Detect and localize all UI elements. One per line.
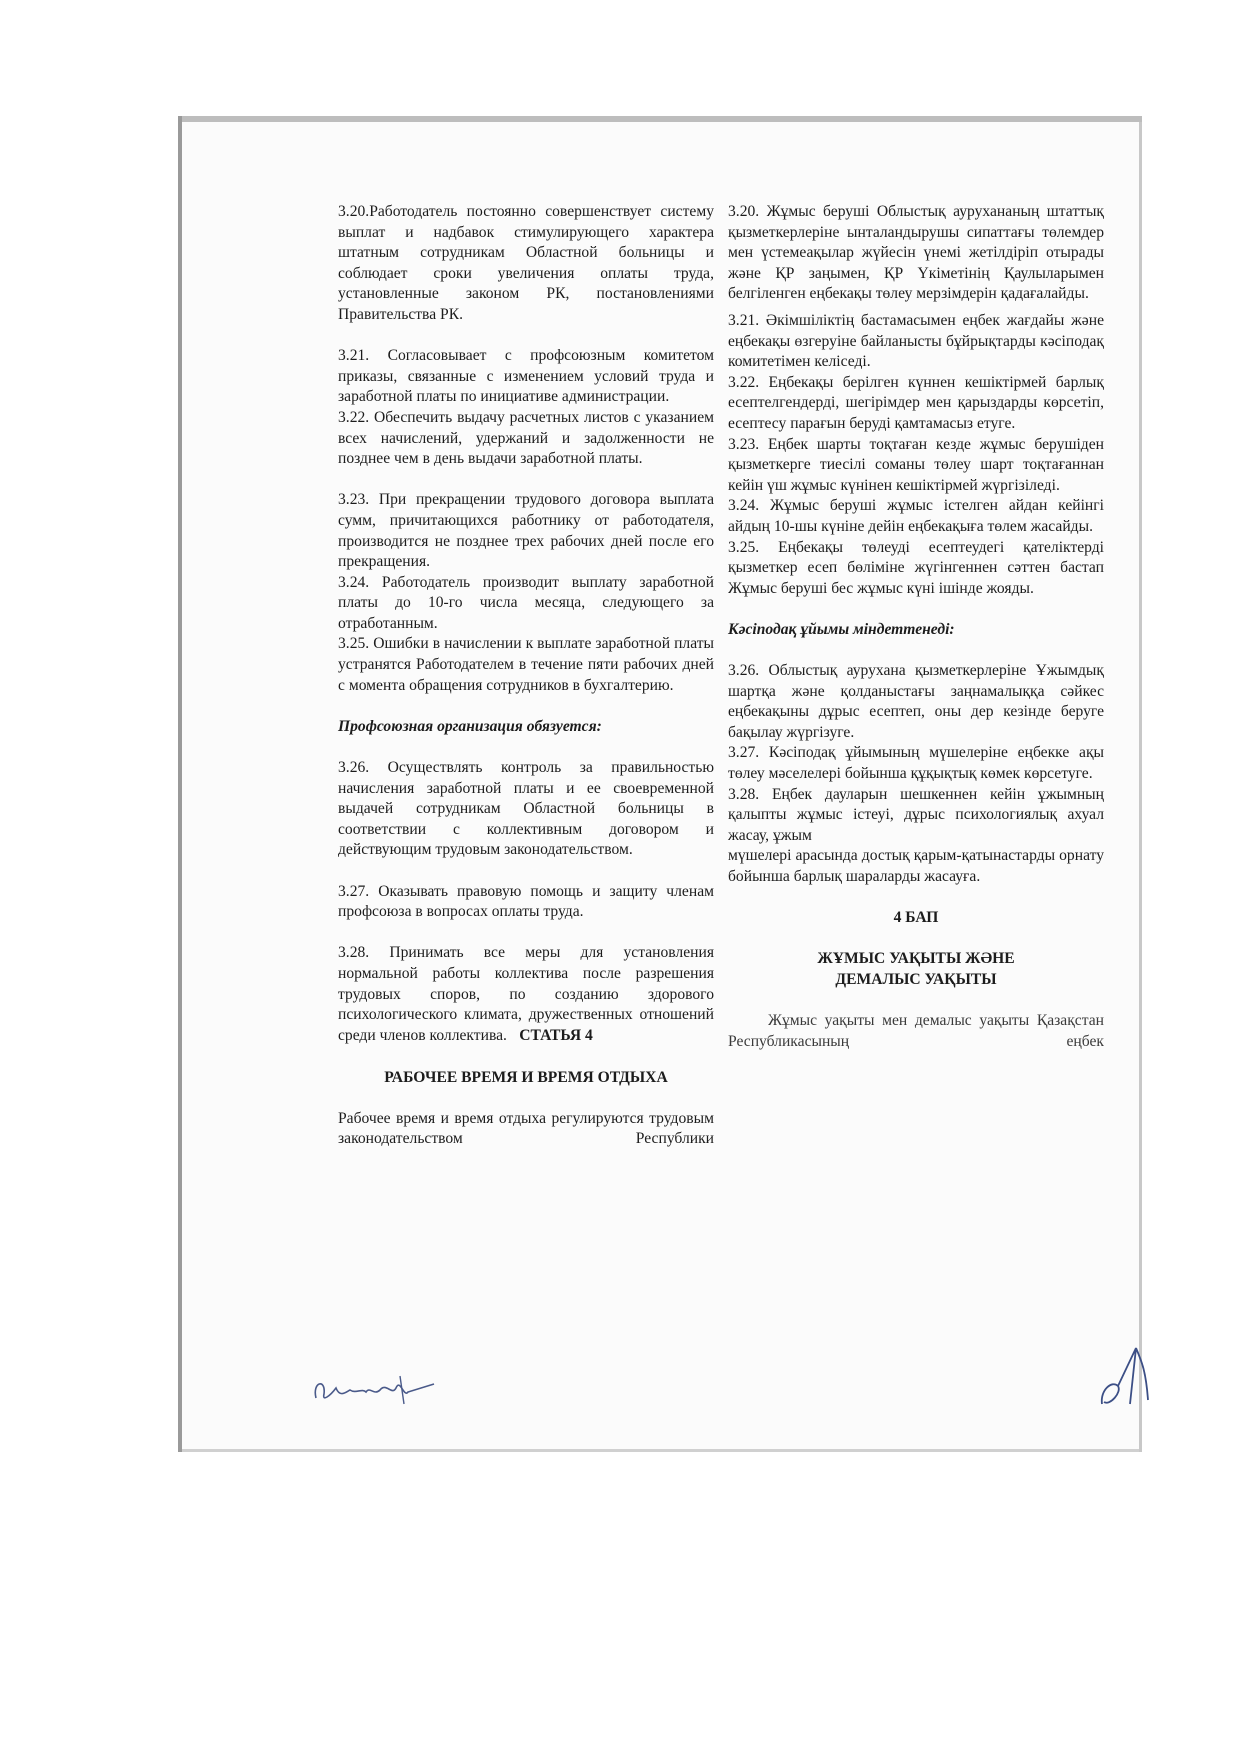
clause-3-28-kz-part2: мүшелері арасында достық қарым-қатынастарды орнату бойынша барлық шараларды жасауға.	[728, 847, 1104, 885]
article-number-kz: 4 БАП	[893, 909, 939, 927]
clause-3-25-kz: 3.25. Еңбекақы төлеуді есептеудегі қателіктерді қызметкер есеп бөліміне жүгінгеннен сәттен бастап Жұмыс беруші бес жұмыс күні ішінде жояды.	[728, 538, 1104, 597]
clause-3-28-kz-part1: 3.28. Еңбек дауларын шешкеннен кейін ұжымның қалыпты жұмыс істеуі, дұрыс психологиялық ахуал жасау, ұжым	[728, 785, 1104, 844]
left-column	[338, 202, 714, 1150]
article-title-ru: РАБОЧЕЕ ВРЕМЯ И ВРЕМЯ ОТДЫХА	[384, 1068, 668, 1086]
clause-3-20-ru: 3.20.Работодатель постоянно совершенствует систему выплат и надбавок стимулирующего характера штатным сотрудникам Областной больницы и соблюдает сроки увеличения оплаты труда, установленные законом РК, постановлениями Правительства РК.	[338, 203, 714, 323]
clause-3-23-ru: 3.23. При прекращении трудового договора выплата сумм, причитающихся работнику от работодателя, производится не позднее трех рабочих дней после его прекращения.	[338, 491, 714, 571]
clause-3-22-ru: 3.22. Обеспечить выдачу расчетных листов с указанием всех начислений, удержаний и задолженности не позднее чем в день выдачи заработной платы.	[338, 408, 714, 468]
clause-3-27-kz: 3.27. Кәсіподақ ұйымының мүшелеріне еңбекке ақы төлеу мәселелері бойынша құқықтық көмек көрсетуге.	[728, 744, 1104, 783]
signature-left	[308, 1368, 438, 1408]
clause-3-26-ru: 3.26. Осуществлять контроль за правильностью начисления заработной платы и ее своевременной выдачей сотрудникам Областной больницы в соответствии с коллективным договором и действующим трудовым законодательством.	[338, 759, 714, 859]
clause-3-20-kz: 3.20. Жұмыс беруші Облыстық аурухананың штаттық қызметкерлеріне ынталандырушы сипаттағы төлемдер мен үстемеақылар жүйесін үнемі жетілдіріп отырады және ҚР заңымен, ҚР Үкіметінің Қаулыларымен белгіленген еңбекақы төлеу мерзімдерін қадағалайды.	[728, 203, 1104, 303]
clause-3-26-kz: 3.26. Облыстық аурухана қызметкерлеріне Ұжымдық шартқа және қолданыстағы заңнамалыққа сәйкес еңбекақыны дұрыс есептеп, оны дер кезінде беруге бақылау жүргізуге.	[728, 662, 1104, 741]
clause-3-24-kz: 3.24. Жұмыс беруші жұмыс істелген айдан кейінгі айдың 10-шы күніне дейін еңбекақыға төлем жасайды.	[728, 497, 1104, 535]
clause-3-24-ru: 3.24. Работодатель производит выплату заработной платы до 10-го числа месяца, следующего за отработанным.	[338, 573, 714, 632]
clause-3-21-kz: 3.21. Әкімшіліктің бастамасымен еңбек жағдайы және еңбекақы өзгеруіне байланысты бұйрықтарды кәсіподақ комитетімен келіседі.	[728, 311, 1104, 371]
article-title-kz: ЖҰМЫС УАҚЫТЫ ЖӘНЕ ДЕМАЛЫС УАҚЫТЫ	[817, 950, 1015, 988]
clause-3-22-kz: 3.22. Еңбекақы берілген күннен кешіктірмей барлық есептелгендерді, шегірімдер мен қарыздарды көрсетіп, есептесу парағын беруді қамтамасыз етуге.	[728, 373, 1104, 432]
clause-3-23-kz: 3.23. Еңбек шарты тоқтаған кезде жұмыс берушіден қызметкерге тиесілі соманы төлеу шарт тоқтағаннан кейін үш жұмыс күнінен кешіктірмей жүргізіледі.	[728, 435, 1104, 494]
right-column	[728, 202, 1104, 1052]
union-obligations-heading-kz: Кәсіподақ ұйымы міндеттенеді:	[728, 620, 955, 638]
clause-3-27-ru: 3.27. Оказывать правовую помощь и защиту членам профсоюза в вопросах оплаты труда.	[338, 882, 714, 921]
article-text-kz: Жұмыс уақыты мен демалыс уақыты Қазақстан Республикасының еңбек	[728, 1012, 1104, 1050]
union-obligations-heading-ru: Профсоюзная организация обязуется:	[338, 717, 602, 735]
article-number-ru: СТАТЬЯ 4	[519, 1027, 593, 1045]
clause-3-28-ru: 3.28. Принимать все меры для установления нормальной работы коллектива после разрешения трудовых споров, по созданию здорового психологического климата, дружественных отношений среди членов коллектива.	[338, 944, 714, 1044]
signature-right	[1096, 1342, 1156, 1412]
article-text-ru: Рабочее время и время отдыха регулируются трудовым законодательством Республики	[338, 1109, 714, 1148]
clause-3-21-ru: 3.21. Согласовывает с профсоюзным комитетом приказы, связанные с изменением условий труда и заработной платы по инициативе администрации.	[338, 347, 714, 406]
scanned-page	[178, 116, 1142, 1452]
clause-3-25-ru: 3.25. Ошибки в начислении к выплате заработной платы устранятся Работодателем в течение пяти рабочих дней с момента обращения сотрудников в бухгалтерию.	[338, 635, 714, 694]
